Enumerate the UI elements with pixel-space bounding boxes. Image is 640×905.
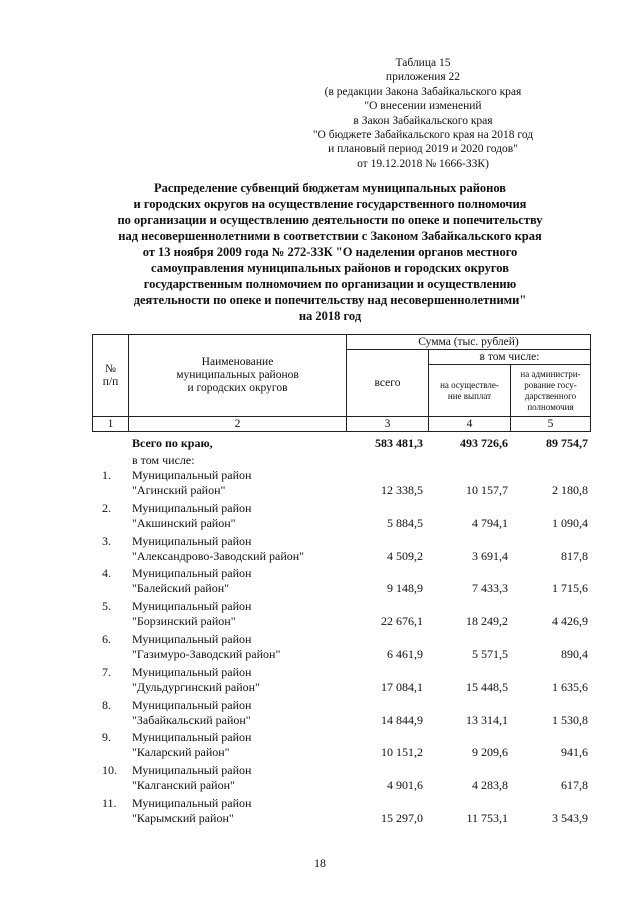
header-name: Наименование муниципальных районов и городских округов — [129, 335, 347, 417]
row-name-line1: Муниципальный район — [132, 730, 252, 745]
row-total: 9 148,9 — [387, 581, 423, 596]
row-payments: 7 433,3 — [472, 581, 508, 596]
row-number: 6. — [102, 631, 111, 646]
appendix-note-line: и плановый период 2019 и 2020 годов" — [328, 143, 518, 156]
row-name-line2: "Агинский район" — [132, 483, 226, 497]
row-number: 1. — [102, 468, 111, 482]
row-name-line2: "Александрово-Заводский район" — [132, 548, 305, 563]
row-name-line2: "Борзинский район" — [132, 614, 236, 629]
row-admin: 1 090,4 — [552, 515, 588, 530]
title-line: государственным полномочием по организации и осуществлению — [143, 277, 517, 291]
title-line: от 13 ноября 2009 года № 272-ЗЗК "О наделении органов местного — [142, 245, 518, 259]
table-body — [92, 434, 590, 827]
table-row — [92, 630, 590, 663]
title-line: деятельности по опеке и попечительству над несовершеннолетними" — [133, 293, 527, 307]
row-total: 4 509,2 — [387, 548, 423, 563]
row-admin: 817,8 — [561, 548, 588, 563]
row-admin: 1 635,6 — [552, 679, 588, 694]
title-line: над несовершеннолетними в соответствии с Законом Забайкальского края — [118, 229, 542, 243]
row-name-line2: "Каларский район" — [132, 745, 230, 760]
total-sum: 583 481,3 — [375, 436, 423, 450]
row-name — [132, 763, 251, 793]
title-line: на 2018 год — [298, 309, 362, 323]
col-number: 4 — [429, 417, 511, 432]
row-name-line1: Муниципальный район — [132, 533, 252, 548]
row-admin: 890,4 — [561, 646, 588, 661]
table-row — [92, 696, 590, 729]
row-payments: 4 794,1 — [472, 515, 508, 530]
row-name — [132, 501, 251, 531]
row-payments: 10 157,7 — [466, 483, 508, 497]
table-row — [92, 564, 590, 597]
row-total: 6 461,9 — [387, 646, 423, 661]
appendix-note-line: от 19.12.2018 № 1666-ЗЗК) — [357, 157, 489, 170]
district-rows — [92, 466, 590, 827]
row-payments: 4 283,8 — [472, 778, 508, 793]
row-payments: 11 753,1 — [466, 810, 508, 825]
row-admin: 941,6 — [561, 745, 588, 760]
appendix-note-line: (в редакции Закона Забайкальского края — [324, 85, 522, 98]
row-payments: 5 571,5 — [472, 646, 508, 661]
row-name-line2: "Балейский район" — [132, 581, 230, 596]
appendix-note — [298, 56, 548, 171]
row-name — [132, 698, 251, 728]
row-name-line2: "Дульдургинский район" — [132, 679, 260, 694]
row-name-line1: Муниципальный район — [132, 468, 252, 482]
table-row — [92, 597, 590, 630]
row-name-line2: "Акшинский район" — [132, 515, 236, 530]
header-admin: на администри- рование госу- дарственного полномочия — [511, 365, 591, 417]
col-number: 5 — [511, 417, 591, 432]
row-total: 17 084,1 — [381, 679, 423, 694]
row-name-line1: Муниципальный район — [132, 599, 252, 614]
row-number: 4. — [102, 566, 111, 581]
row-name-line2: "Газимуро-Заводский район" — [132, 646, 281, 661]
row-admin: 1 530,8 — [552, 712, 588, 727]
row-number: 8. — [102, 697, 111, 712]
col-number: 1 — [93, 417, 129, 432]
row-name — [132, 665, 260, 695]
row-name-line1: Муниципальный район — [132, 664, 252, 679]
row-name-line1: Муниципальный район — [132, 566, 252, 581]
appendix-note-line: в Закон Забайкальского края — [353, 114, 493, 127]
row-total: 12 338,5 — [381, 483, 423, 497]
appendix-note-line: Таблица 15 — [395, 57, 451, 69]
table-header — [92, 334, 591, 432]
row-number: 5. — [102, 599, 111, 614]
header-payments: на осуществле- ние выплат — [429, 365, 511, 417]
row-payments: 13 314,1 — [466, 712, 508, 727]
table-row — [92, 794, 590, 827]
row-name — [132, 632, 280, 662]
title-line: самоуправления муниципальных районов и городских округов — [151, 261, 509, 275]
row-admin: 1 715,6 — [552, 581, 588, 596]
title-line: по организации и осуществлению деятельности по опеке и попечительству — [117, 213, 543, 227]
col-number: 2 — [129, 417, 347, 432]
row-name — [132, 730, 251, 760]
row-name — [132, 796, 251, 826]
document-title — [80, 180, 580, 324]
row-name — [132, 534, 304, 564]
row-payments: 9 209,6 — [472, 745, 508, 760]
row-name — [132, 599, 251, 629]
row-name-line1: Муниципальный район — [132, 697, 252, 712]
row-name-line1: Муниципальный район — [132, 763, 252, 778]
row-name — [132, 566, 251, 596]
total-sublabel: в том числе: — [132, 453, 195, 467]
appendix-note-line: приложения 22 — [385, 71, 461, 84]
row-total: 14 844,9 — [381, 712, 423, 727]
total-label: Всего по краю, — [132, 436, 213, 450]
total-payments: 493 726,6 — [460, 436, 508, 450]
row-payments: 18 249,2 — [466, 614, 508, 629]
row-total: 22 676,1 — [381, 614, 423, 629]
header-sum: Сумма (тыс. рублей) — [347, 335, 591, 350]
row-admin: 3 543,9 — [552, 810, 588, 825]
row-name — [132, 468, 251, 498]
title-line: Распределение субвенций бюджетам муниципальных районов — [153, 181, 507, 195]
row-number: 10. — [102, 763, 117, 778]
row-number: 2. — [102, 500, 111, 515]
table-row — [92, 728, 590, 761]
row-number: 3. — [102, 533, 111, 548]
table-row — [92, 761, 590, 794]
row-name-line2: "Калганский район" — [132, 778, 235, 793]
header-num: № п/п — [93, 335, 129, 417]
appendix-note-line: "О бюджете Забайкальского края на 2018 год — [312, 129, 534, 142]
page-number: 18 — [314, 856, 326, 870]
col-number: 3 — [347, 417, 429, 432]
row-payments: 15 448,5 — [466, 679, 508, 694]
row-number: 7. — [102, 664, 111, 679]
total-admin: 89 754,7 — [546, 436, 588, 450]
table-row — [92, 466, 590, 499]
table-row — [92, 532, 590, 565]
row-total: 15 297,0 — [381, 810, 423, 825]
row-total: 5 884,5 — [387, 515, 423, 530]
total-row — [92, 434, 590, 466]
header-total: всего — [347, 350, 429, 417]
row-number: 9. — [102, 730, 111, 745]
row-admin: 617,8 — [561, 778, 588, 793]
table-row — [92, 663, 590, 696]
title-line: и городских округов на осуществление государственного полномочия — [133, 197, 527, 211]
table-row — [92, 499, 590, 532]
row-number: 11. — [102, 795, 117, 810]
header-including: в том числе: — [429, 350, 591, 365]
row-admin: 2 180,8 — [552, 483, 588, 497]
row-admin: 4 426,9 — [552, 614, 588, 629]
row-payments: 3 691,4 — [472, 548, 508, 563]
row-total: 4 901,6 — [387, 778, 423, 793]
appendix-note-line: "О внесении изменений — [364, 100, 482, 113]
row-name-line2: "Забайкальский район" — [132, 712, 251, 727]
row-total: 10 151,2 — [381, 745, 423, 760]
row-name-line2: "Карымский район" — [132, 810, 234, 825]
row-name-line1: Муниципальный район — [132, 631, 252, 646]
row-name-line1: Муниципальный район — [132, 795, 252, 810]
row-name-line1: Муниципальный район — [132, 500, 252, 515]
